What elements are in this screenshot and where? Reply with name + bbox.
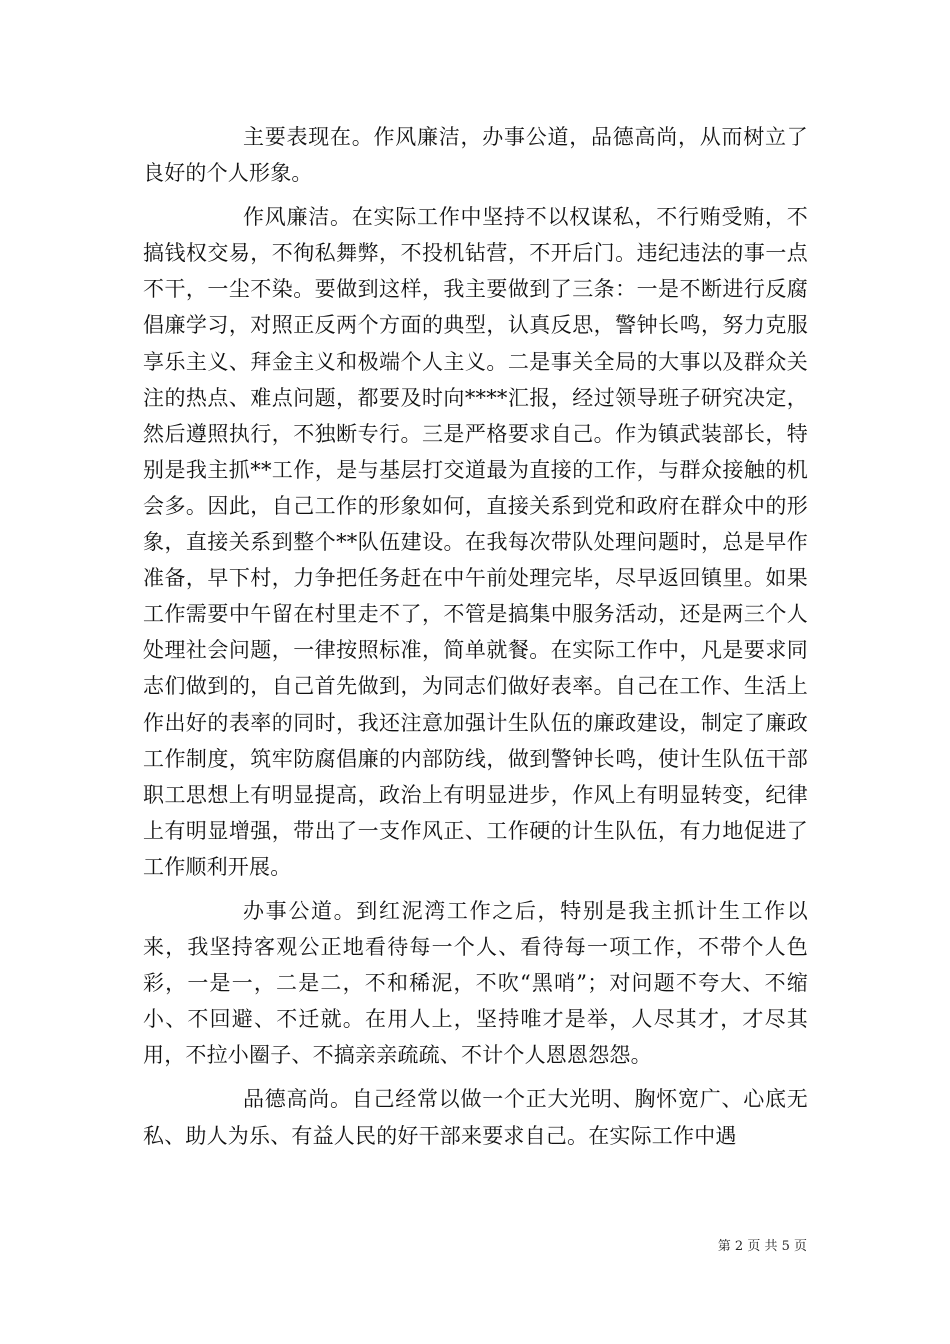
paragraph-integrity: 作风廉洁。在实际工作中坚持不以权谋私，不行贿受贿，不搞钱权交易，不徇私舞弊，不投机钻营，不开后门。违纪违法的事一点不干，一尘不染。要做到这样，我主要做到了三条：一是不断进行反腐倡廉学习，对照正反两个方面的典型，认真反思，警钟长鸣，努力克服享乐主义、拜金主义和极端个人主义。二是事关全局的大事以及群众关注的热点、难点问题，都要及时向****汇报，经过领导班子研究决定，然后遵照执行，不独断专行。三是严格要求自己。作为镇武装部长，特别是我主抓**工作，是与基层打交道最为直接的工作，与群众接触的机会多。因此，自己工作的形象如何，直接关系到党和政府在群众中的形象，直接关系到整个**队伍建设。在我每次带队处理问题时，总是早作准备，早下村，力争把任务赶在中午前处理完毕，尽早返回镇里。如果工作需要中午留在村里走不了，不管是搞集中服务活动，还是两三个人处理社会问题，一律按照标准，简单就餐。在实际工作中，凡是要求同志们做到的，自己首先做到，为同志们做好表率。自己在工作、生活上作出好的表率的同时，我还注意加强计生队伍的廉政建设，制定了廉政工作制度，筑牢防腐倡廉的内部防线，做到警钟长鸣，使计生队伍干部职工思想上有明显提高，政治上有明显进步，作风上有明显转变，纪律上有明显增强，带出了一支作风正、工作硬的计生队伍，有力地促进了工作顺利开展。: [143, 205, 808, 879]
paragraph-fairness: 办事公道。到红泥湾工作之后，特别是我主抓计生工作以来，我坚持客观公正地看待每一个人、看待每一项工作，不带个人色彩，一是一，二是二，不和稀泥，不吹“黑哨”；对问题不夸大、不缩小、不回避、不迁就。在用人上，坚持唯才是举，人尽其才，才尽其用，不拉小圈子、不搞亲亲疏疏、不计个人恩恩怨怨。: [143, 898, 808, 1068]
paragraph-intro: 主要表现在。作风廉洁，办事公道，品德高尚，从而树立了良好的个人形象。: [143, 125, 808, 186]
document-body: [143, 119, 808, 1162]
page-footer: 第 2 页 共 5 页: [717, 1239, 807, 1254]
paragraph-virtue: 品德高尚。自己经常以做一个正大光明、胸怀宽广、心底无私、助人为乐、有益人民的好干部来要求自己。在实际工作中遇: [143, 1087, 808, 1148]
